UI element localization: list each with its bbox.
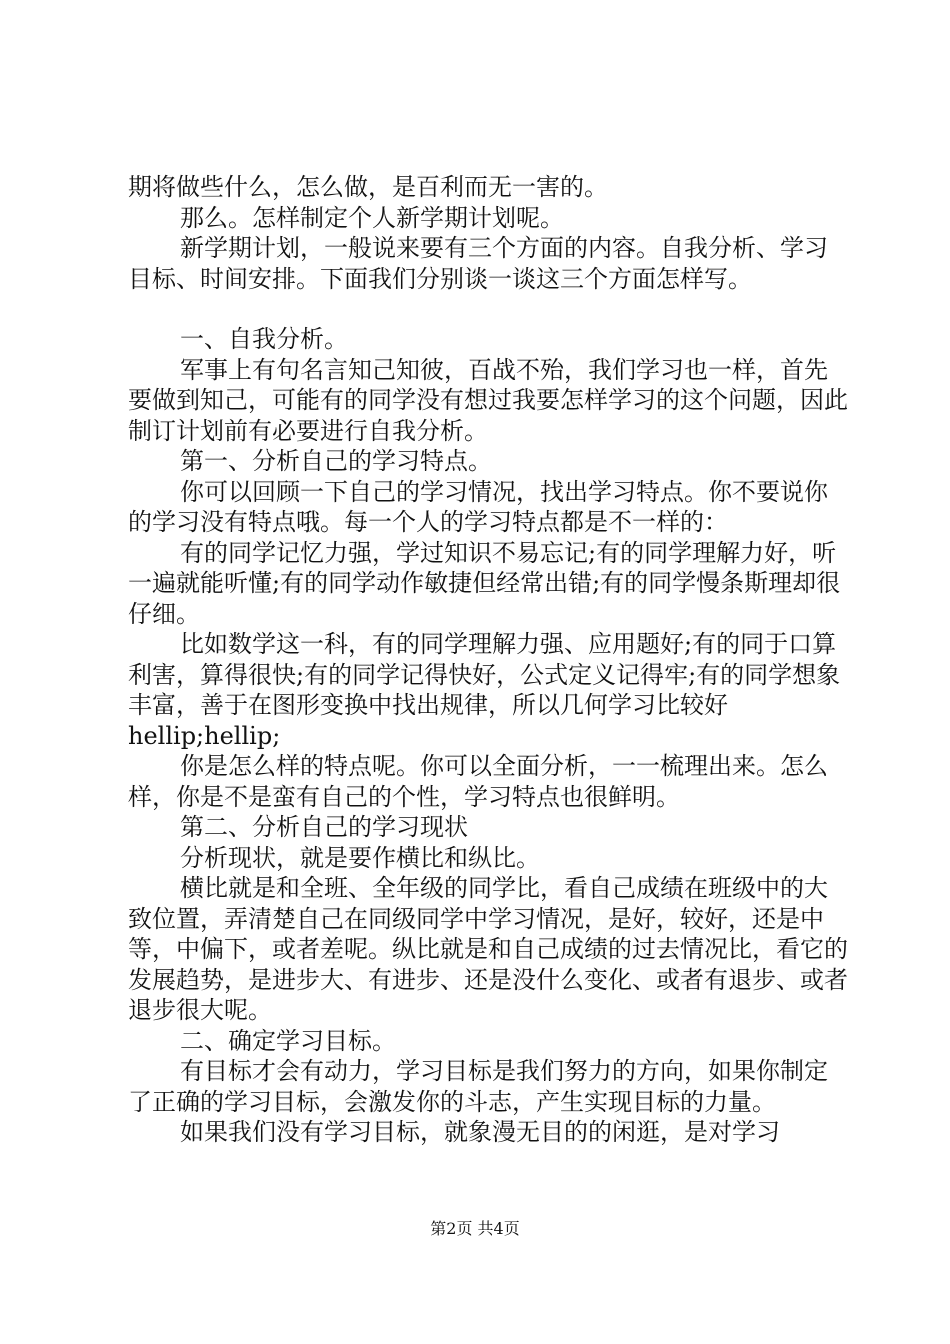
section-heading: 二、确定学习目标。	[180, 1026, 396, 1055]
paragraph: 你可以回顾一下自己的学习情况，找出学习特点。你不要说你的学习没有特点哦。每一个人的学习特点都是不一样的：	[128, 477, 828, 536]
subsection-heading: 第二、分析自己的学习现状	[180, 813, 468, 841]
paragraph: 比如数学这一科，有的同学理解力强、应用题好;有的同于口算利害，算得很快;有的同学记得快好，公式定义记得牢;有的同学想象丰富，善于在图形变换中找出规律，所以几何学习比较好hellip;hellip;	[128, 630, 841, 750]
paragraph: 期将做些什么，怎么做，是百利而无一害的。	[128, 173, 608, 201]
section-heading: 一、自我分析。	[180, 325, 348, 353]
paragraph: 如果我们没有学习目标，就象漫无目的的闲逛，是对学习	[180, 1118, 780, 1146]
paragraph: 分析现状，就是要作横比和纵比。	[180, 843, 540, 872]
paragraph: 那么。怎样制定个人新学期计划呢。	[180, 203, 564, 232]
subsection-heading: 第一、分析自己的学习特点。	[180, 447, 492, 475]
paragraph: 横比就是和全班、全年级的同学比，看自己成绩在班级中的大致位置，弄清楚自己在同级同学中学习情况，是好，较好，还是中等，中偏下，或者差呢。纵比就是和自己成绩的过去情况比，看它的发展趋势，是进步大、有进步、还是没什么变化、或者有退步、或者退步很大呢。	[128, 874, 848, 1024]
paragraph: 有的同学记忆力强，学过知识不易忘记;有的同学理解力好，听一遍就能听懂;有的同学动作敏捷但经常出错;有的同学慢条斯理却很仔细。	[128, 538, 841, 628]
paragraph: 有目标才会有动力，学习目标是我们努力的方向，如果你制定了正确的学习目标，会激发你的斗志，产生实现目标的力量。	[128, 1057, 828, 1116]
page-footer: 第2页 共4页	[430, 1219, 520, 1238]
paragraph: 新学期计划，一般说来要有三个方面的内容。自我分析、学习目标、时间安排。下面我们分别谈一谈这三个方面怎样写。	[128, 234, 828, 293]
body-text	[128, 172, 848, 1148]
paragraph: 你是怎么样的特点呢。你可以全面分析，一一梳理出来。怎么样，你是不是蛮有自己的个性，学习特点也很鲜明。	[128, 752, 828, 811]
paragraph: 军事上有句名言知己知彼，百战不殆，我们学习也一样，首先要做到知己，可能有的同学没有想过我要怎样学习的这个问题，因此制订计划前有必要进行自我分析。	[128, 355, 848, 445]
